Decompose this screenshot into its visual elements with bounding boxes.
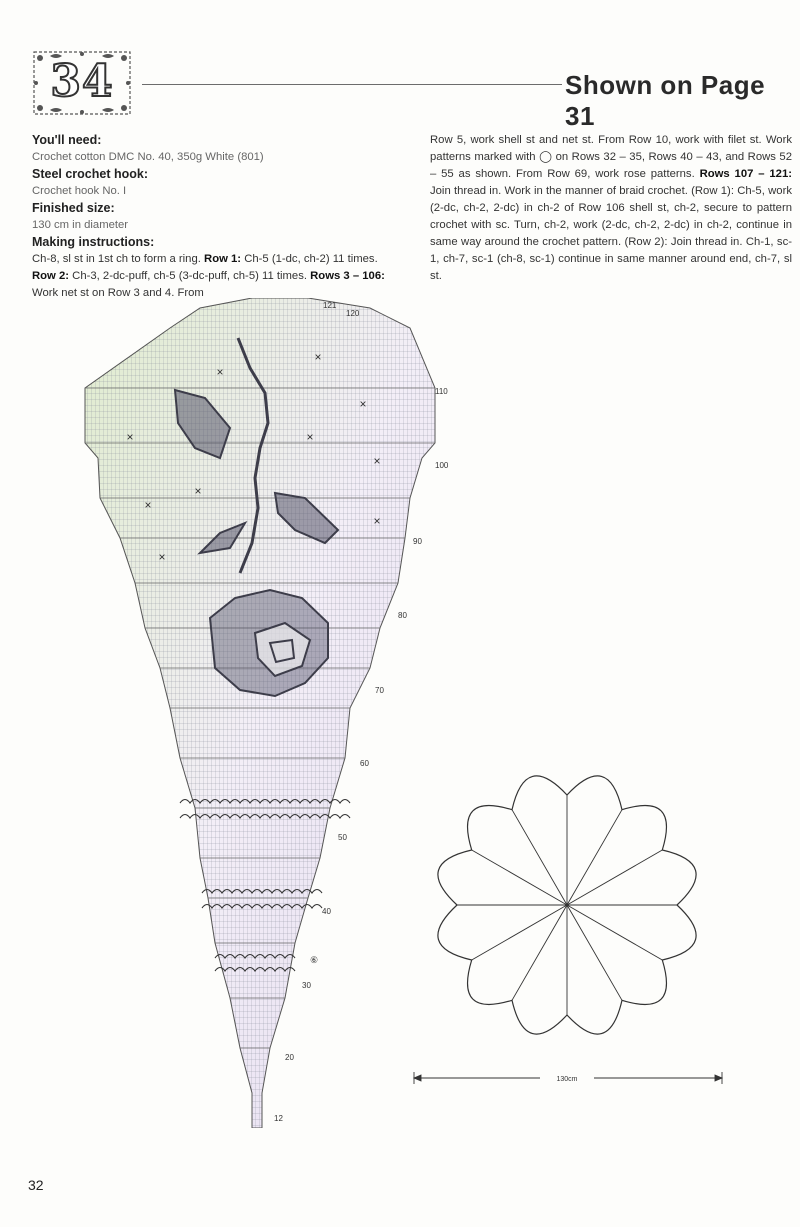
spoke-line (472, 850, 567, 905)
spoke-line (567, 810, 622, 905)
row-label: 20 (285, 1053, 294, 1062)
stitch-x: × (373, 454, 381, 468)
making-intro: Ch-8, sl st in 1st ch to form a ring. (32, 253, 201, 265)
stitch-x: × (373, 514, 381, 528)
spoke-line (567, 905, 622, 1000)
stitch-x: × (314, 350, 322, 364)
size-heading: Finished size: (32, 201, 115, 215)
stitch-x: × (144, 498, 152, 512)
rows107-label: Rows 107 – 121: (699, 168, 792, 180)
materials-column (32, 132, 392, 302)
row-label: 120 (346, 309, 360, 318)
row2-label: Row 2: (32, 270, 70, 282)
row-label: 80 (398, 611, 407, 620)
crochet-chart (80, 298, 460, 1128)
stitch-x: × (126, 430, 134, 444)
row-label: 121 (323, 301, 337, 310)
dimension-label: 130cm (556, 1076, 578, 1083)
row-label: 60 (360, 759, 369, 768)
pattern-number-badge (32, 50, 132, 116)
spoke-line (567, 905, 662, 960)
pattern-number: 34 (50, 56, 114, 107)
row-label: 90 (413, 537, 422, 546)
row1-label: Row 1: (204, 253, 242, 265)
row-label: 30 (302, 981, 311, 990)
need-text: Crochet cotton DMC No. 40, 350g White (801) (32, 151, 264, 163)
rows3-label: Rows 3 – 106: (310, 270, 385, 282)
chart-grid (80, 298, 460, 1128)
spoke-line (512, 905, 567, 1000)
instructions-column (430, 132, 792, 285)
page-title: Shown on Page 31 (565, 70, 766, 131)
need-heading: You'll need: (32, 133, 102, 147)
layout-diagram (410, 745, 730, 1090)
spoke-line (567, 850, 662, 905)
stitch-x: × (359, 397, 367, 411)
page-number: 32 (28, 1177, 44, 1193)
header-rule (142, 84, 562, 85)
hook-heading: Steel crochet hook: (32, 167, 148, 181)
row2-text: Ch-3, 2-dc-puff, ch-5 (3-dc-puff, ch-5) 11 times. (72, 270, 307, 282)
flower-diagram (410, 745, 730, 1090)
row-label: 50 (338, 833, 347, 842)
spoke-line (512, 810, 567, 905)
row-label: 100 (435, 461, 449, 470)
pattern-marker: ⑥ (310, 955, 319, 965)
hook-text: Crochet hook No. I (32, 185, 127, 197)
stitch-x: × (306, 430, 314, 444)
instructions-part-2: Join thread in. Work in the manner of braid crochet. (Row 1): Ch-5, work (2-dc, ch-2, 2-dc) in ch-2 of Row 106 shell st, ch-2, secure to pattern crochet with sc. Turn, ch-2, work (2-dc, ch-2, 2-dc) in ch-2, continue in same way around the crochet pattern. (Row 2): Join thread in. Ch-1, sc-1, ch-7, sc-1 (ch-8, sc-1) continue in same manner around end, ch-7, sl st. (430, 185, 792, 282)
instructions-part-1: Row 5, work shell st and net st. From Row 10, work with filet st. Work patterns marked with ◯ on Rows 32 – 35, Rows 40 – 43, and Rows 52 – 55 as shown. From Row 69, work rose patterns. (430, 134, 792, 180)
rows3-text: Work net st on Row 3 and 4. From (32, 287, 204, 299)
row-label: 40 (322, 907, 331, 916)
row-label: 12 (274, 1114, 283, 1123)
size-text: 130 cm in diameter (32, 219, 129, 231)
spoke-line (472, 905, 567, 960)
making-heading: Making instructions: (32, 235, 155, 249)
stitch-x: × (194, 484, 202, 498)
row1-text: Ch-5 (1-dc, ch-2) 11 times. (244, 253, 378, 265)
chart-gridlines (80, 298, 460, 1128)
row-label: 70 (375, 686, 384, 695)
stitch-x: × (216, 365, 224, 379)
row-label: 110 (435, 387, 448, 396)
stitch-x: × (158, 550, 166, 564)
making-paragraph (32, 251, 392, 302)
